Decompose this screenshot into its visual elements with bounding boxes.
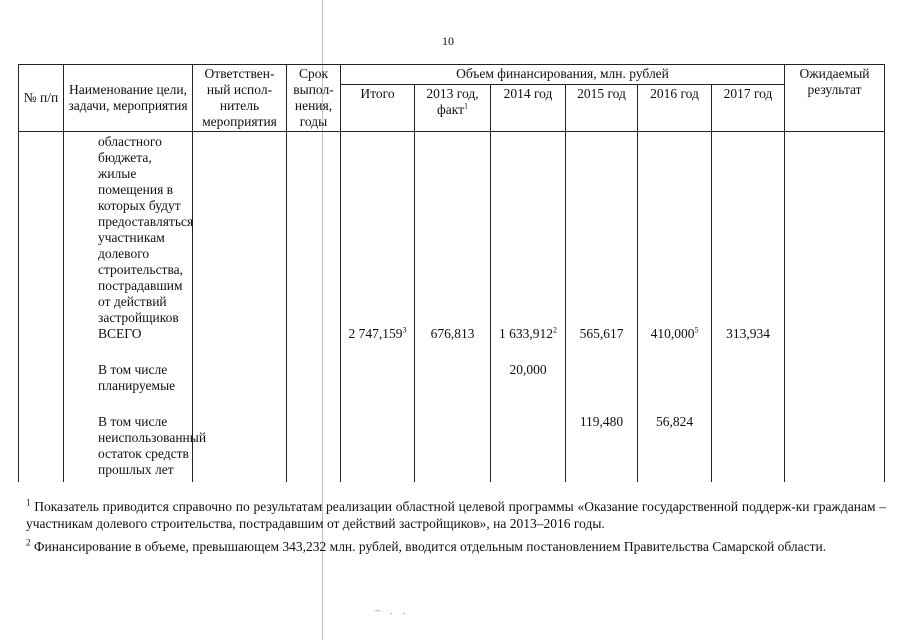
cell-total-value: 2 747,159 xyxy=(348,326,403,341)
page-number: 10 xyxy=(442,34,454,48)
cell-2016: 56,824 xyxy=(638,414,712,482)
header-funding-group: Объем финансирования, млн. рублей xyxy=(341,65,785,85)
row-name-planned: В том числе планируемые xyxy=(64,362,193,414)
footnote-ref-3: 3 xyxy=(402,325,407,335)
cell-2014: 20,000 xyxy=(491,362,566,414)
cell-2014 xyxy=(491,326,566,362)
header-2016: 2016 год xyxy=(638,85,712,132)
cell-2016-value: 410,000 xyxy=(650,326,695,341)
footnotes xyxy=(26,498,886,561)
header-2013-text: 2013 год, факт xyxy=(426,86,479,117)
signature-marks: ~ . . xyxy=(375,606,409,616)
row-name-total: ВСЕГО xyxy=(64,326,193,362)
header-row-1 xyxy=(19,65,885,85)
cell-total xyxy=(341,326,415,362)
header-2017: 2017 год xyxy=(712,85,785,132)
footnote-ref-1: 1 xyxy=(464,101,469,111)
header-num: № п/п xyxy=(19,65,64,132)
footnote-ref-2: 2 xyxy=(553,325,557,335)
cell-2015: 565,617 xyxy=(566,326,638,362)
cell-2016 xyxy=(638,326,712,362)
continuation-row xyxy=(19,132,885,327)
table-row xyxy=(19,362,885,414)
cell-2013: 676,813 xyxy=(415,326,491,362)
header-name: Наименование цели, задачи, мероприятия xyxy=(64,65,193,132)
header-term: Срок выпол-нения, годы xyxy=(287,65,341,132)
cell-2015: 119,480 xyxy=(566,414,638,482)
header-2013 xyxy=(415,85,491,132)
footnote-text: Показатель приводится справочно по результатам реализации областной целевой программы «Оказание государственной поддерж-ки гражданам – участникам долевого строительства, пострадавшим от действий застройщиков», на 2013–2016 годы. xyxy=(26,499,887,531)
header-responsible: Ответствен-ный испол-нитель мероприятия xyxy=(193,65,287,132)
row-name-unused: В том числе неиспользованный остаток средств прошлых лет xyxy=(64,414,193,482)
header-2014: 2014 год xyxy=(491,85,566,132)
footnote-1 xyxy=(26,498,886,532)
table-row xyxy=(19,326,885,362)
footnote-mark: 2 xyxy=(26,537,31,548)
cell-2017: 313,934 xyxy=(712,326,785,362)
header-2015: 2015 год xyxy=(566,85,638,132)
footnote-text: Финансирование в объеме, превышающем 343,232 млн. рублей, вводится отдельным постановлением Правительства Самарской области. xyxy=(33,539,827,554)
header-expected-result: Ожидаемый результат xyxy=(785,65,885,132)
cell-2014-value: 1 633,912 xyxy=(499,326,553,341)
footnote-ref-5: 5 xyxy=(694,325,699,335)
footnote-2 xyxy=(26,538,886,555)
footnote-mark: 1 xyxy=(26,497,31,508)
header-total: Итого xyxy=(341,85,415,132)
financing-table xyxy=(18,64,885,482)
table-row xyxy=(19,414,885,482)
continuation-text: областного бюджета, жилые помещения в которых будут предоставляться участникам долевого строительства, пострадавшим от действий застройщиков xyxy=(64,132,193,327)
